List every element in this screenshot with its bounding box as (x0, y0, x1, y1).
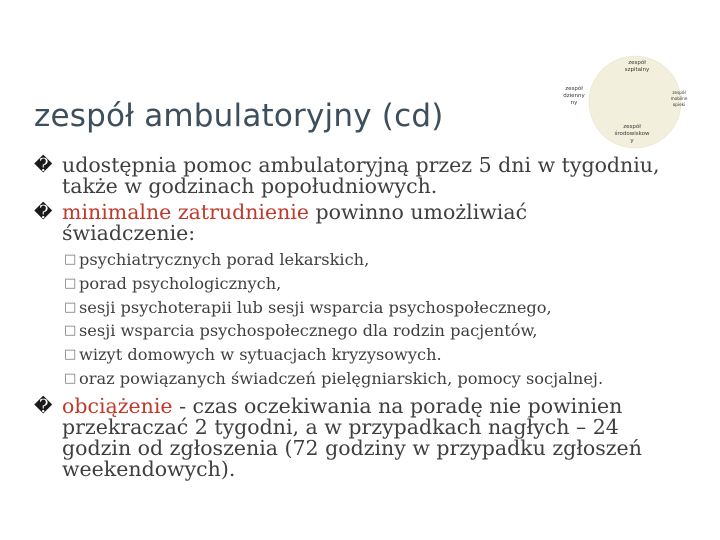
list-item-text: wizyt domowych w sytuacjach kryzysowych. (79, 345, 442, 365)
team-diagram (560, 50, 710, 160)
workload-line-4: weekendowych). (62, 456, 236, 481)
workload-line-3: godzin od zgłoszenia (72 godziny w przypadku zgłoszeń (62, 435, 642, 460)
slide-body (34, 155, 714, 485)
list-item-text: sesji wsparcia psychospołecznego dla rodzin pacjentów, (79, 321, 538, 341)
staffing-text: powinno umożliwiać (309, 200, 528, 224)
diagram-label-top-1: zespół (628, 60, 646, 66)
diagram-label-left-2: dzienny (563, 93, 585, 99)
list-item (34, 248, 714, 272)
checkbox-bullet-icon: □ (64, 299, 77, 315)
list-item-text: sesji psychoterapii lub sesji wsparcia psychospołecznego, (79, 297, 552, 317)
paragraph-availability (34, 155, 714, 197)
paragraph-staffing (34, 202, 714, 244)
list-item (34, 272, 714, 296)
diagram-label-bottom-3: y (630, 138, 634, 144)
workload-highlight: obciążenie (62, 393, 173, 418)
list-item-text: porad psychologicznych, (79, 273, 282, 293)
list-item-text: oraz powiązanych świadczeń pielęgniarskich, pomocy socjalnej. (79, 368, 604, 388)
paragraph-workload (34, 393, 714, 481)
diagram-label-top-2: szpitalny (624, 67, 650, 73)
diagram-label-left-1: zespół (565, 86, 583, 92)
list-item (34, 343, 714, 367)
checkbox-bullet-icon: □ (64, 323, 77, 339)
diagram-label-right-2: mobilne (670, 96, 688, 101)
diagram-label-bottom-1: zespół (623, 124, 641, 130)
diagram-label-left-3: ny (570, 100, 578, 106)
workload-text: - czas oczekiwania na poradę nie powinien (172, 393, 623, 418)
bullet-icon: � (34, 395, 53, 417)
diagram-label-bottom-2: środowiskow (614, 131, 650, 137)
services-list (34, 248, 714, 391)
list-item (34, 367, 714, 391)
list-item-text: psychiatrycznych porad lekarskich, (79, 250, 370, 269)
slide-title: zespół ambulatoryjny (cd) (34, 98, 444, 134)
checkbox-bullet-icon: □ (64, 370, 77, 386)
checkbox-bullet-icon: □ (64, 275, 77, 291)
workload-line-2: przekraczać 2 tygodni, a w przypadkach nagłych – 24 (62, 414, 619, 439)
availability-line-2: także w godzinach popołudniowych. (62, 174, 438, 198)
checkbox-bullet-icon: □ (64, 252, 77, 267)
availability-line-1: udostępnia pomoc ambulatoryjną przez 5 dni w tygodniu, (62, 153, 660, 177)
staffing-highlight: minimalne zatrudnienie (62, 200, 309, 224)
diagram-label-right-1: zespół (672, 90, 686, 95)
staffing-line-2: świadczenie: (62, 221, 196, 245)
list-item (34, 296, 714, 320)
diagram-label-right-3: opieki (672, 102, 686, 107)
bullet-icon: � (34, 155, 53, 176)
bullet-icon: � (34, 202, 53, 223)
checkbox-bullet-icon: □ (64, 347, 77, 363)
list-item (34, 319, 714, 343)
